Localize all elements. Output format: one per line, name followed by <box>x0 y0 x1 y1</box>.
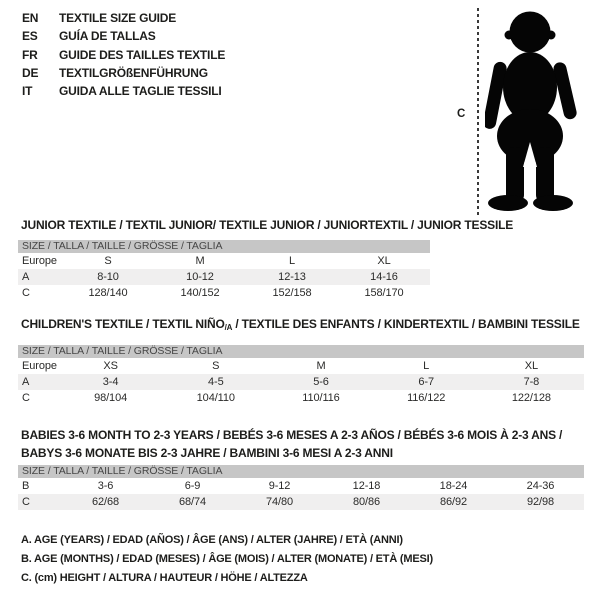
babies-section-heading <box>21 426 562 462</box>
babies-size-table <box>18 465 584 510</box>
footnote-age-months: B. AGE (MONTHS) / EDAD (MESES) / ÂGE (MOIS) / ALTER (MONATE) / ETÀ (MESI) <box>21 553 433 565</box>
size-cell: M <box>195 255 205 267</box>
value-cell: 122/128 <box>511 392 551 404</box>
value-cell: 3-6 <box>97 480 114 492</box>
value-cell: 68/74 <box>178 496 207 508</box>
value-cell: 8-10 <box>97 271 119 283</box>
babies-table-size-header: SIZE / TALLA / TAILLE / GRÖSSE / TAGLIA <box>18 465 584 478</box>
value-cell: 6-9 <box>184 480 201 492</box>
value-cell: 110/116 <box>302 392 340 404</box>
language-title: GUIDE DES TAILLES TEXTILE <box>59 47 226 62</box>
value-cell: 12-18 <box>352 480 381 492</box>
value-cell: 158/170 <box>364 287 404 299</box>
size-cell: XL <box>524 360 539 372</box>
children-heading-sub: /A <box>224 323 233 332</box>
value-cell: 24-36 <box>526 480 555 492</box>
language-title: TEXTILGRÖßENFÜHRUNG <box>59 66 208 81</box>
size-cell: XS <box>103 360 118 372</box>
language-row-de <box>22 64 225 82</box>
language-code: DE <box>22 66 39 81</box>
children-heading-main: CHILDREN'S TEXTILE / TEXTIL NIÑO <box>21 317 225 331</box>
table-row-height <box>18 390 584 406</box>
language-title: GUÍA DE TALLAS <box>59 29 156 44</box>
row-label: A <box>22 271 30 283</box>
value-cell: 98/104 <box>94 392 128 404</box>
size-cell: S <box>212 360 220 372</box>
children-table-size-header: SIZE / TALLA / TAILLE / GRÖSSE / TAGLIA <box>18 345 584 358</box>
size-cell: M <box>316 360 326 372</box>
value-cell: 7-8 <box>523 376 540 388</box>
value-cell: 9-12 <box>268 480 291 492</box>
value-cell: 14-16 <box>370 271 398 283</box>
size-cell: L <box>423 360 430 372</box>
table-row-age <box>18 269 430 285</box>
row-label: Europe <box>22 360 57 372</box>
size-cell: S <box>104 255 112 267</box>
row-label: Europe <box>22 255 57 267</box>
junior-size-table <box>18 240 430 301</box>
height-measure-dashed-line <box>477 8 479 216</box>
language-code: EN <box>22 11 39 26</box>
language-title: GUIDA ALLE TAGLIE TESSILI <box>59 84 222 99</box>
children-section-heading <box>21 318 580 334</box>
language-row-it <box>22 82 225 100</box>
value-cell: 152/158 <box>272 287 312 299</box>
value-cell: 140/152 <box>180 287 220 299</box>
value-cell: 4-5 <box>207 376 224 388</box>
row-label: A <box>22 376 30 388</box>
junior-section-heading: JUNIOR TEXTILE / TEXTIL JUNIOR/ TEXTILE JUNIOR / JUNIORTEXTIL / JUNIOR TESSILE <box>21 218 514 232</box>
children-size-table <box>18 345 584 406</box>
value-cell: 92/98 <box>526 496 555 508</box>
row-label: C <box>22 496 30 508</box>
value-cell: 74/80 <box>265 496 294 508</box>
size-cell: XL <box>377 255 391 267</box>
value-cell: 5-6 <box>313 376 329 388</box>
value-cell: 116/122 <box>407 392 446 404</box>
table-row-europe <box>18 358 584 374</box>
language-list <box>22 9 225 100</box>
value-cell: 18-24 <box>439 480 468 492</box>
language-title: TEXTILE SIZE GUIDE <box>59 11 177 26</box>
value-cell: 104/110 <box>196 392 235 404</box>
language-code: FR <box>22 47 38 62</box>
babies-heading-line2: BABYS 3-6 MONATE BIS 2-3 JAHRE / BAMBINI 3-6 MESI A 2-3 ANNI <box>21 446 393 460</box>
value-cell: 86/92 <box>439 496 468 508</box>
table-row-height <box>18 494 584 510</box>
size-cell: L <box>288 255 296 267</box>
children-heading-rest: / TEXTILE DES ENFANTS / KINDERTEXTIL / BAMBINI TESSILE <box>232 317 580 331</box>
row-label: C <box>22 392 30 404</box>
toddler-silhouette <box>485 9 585 217</box>
value-cell: 80/86 <box>352 496 381 508</box>
value-cell: 128/140 <box>88 287 128 299</box>
table-row-height <box>18 285 430 301</box>
babies-heading-line1: BABIES 3-6 MONTH TO 2-3 YEARS / BEBÉS 3-6 MESES A 2-3 AÑOS / BÉBÉS 3-6 MOIS À 2-3 ANS / <box>21 428 563 442</box>
language-row-es <box>22 27 225 45</box>
row-label: C <box>22 287 30 299</box>
footnote-height-cm: C. (cm) HEIGHT / ALTURA / HAUTEUR / HÖHE / ALTEZZA <box>21 572 308 584</box>
table-row-months <box>18 478 584 494</box>
legend-footnotes <box>21 531 433 588</box>
footnote-age-years: A. AGE (YEARS) / EDAD (AÑOS) / ÂGE (ANS) / ALTER (JAHRE) / ETÀ (ANNI) <box>21 534 403 546</box>
value-cell: 62/68 <box>91 496 120 508</box>
junior-table-size-header: SIZE / TALLA / TAILLE / GRÖSSE / TAGLIA <box>18 240 430 253</box>
language-code: IT <box>22 84 33 99</box>
language-row-en <box>22 9 225 27</box>
table-row-age <box>18 374 584 390</box>
language-code: ES <box>22 29 38 44</box>
value-cell: 3-4 <box>102 376 119 388</box>
value-cell: 12-13 <box>278 271 306 283</box>
row-label: B <box>22 480 30 492</box>
value-cell: 10-12 <box>186 271 214 283</box>
language-row-fr <box>22 46 225 64</box>
table-row-europe <box>18 253 430 269</box>
value-cell: 6-7 <box>418 376 434 388</box>
height-measure-label: C <box>457 108 466 120</box>
